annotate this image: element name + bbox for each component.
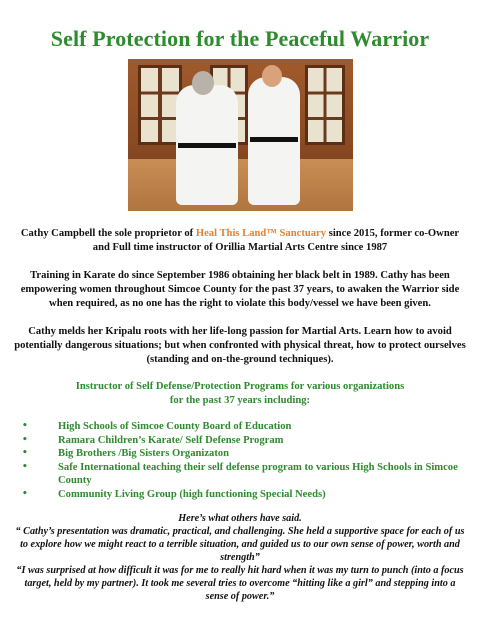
- instructor-line-2: for the past 37 years including:: [169, 395, 311, 406]
- list-item: • Community Living Group (high functioning Special Needs): [22, 488, 326, 500]
- karateka-right-head: [262, 65, 282, 87]
- testimonial-quote: “I was surprised at how difficult it was for me to really hit hard when it was my turn to punch (into a focus target, held by my partner). It took me several tries to overcome “hitting like a girl” and stepping into a sense of power.”: [16, 565, 464, 602]
- karateka-left-head: [192, 71, 214, 95]
- bullet-icon: •: [22, 421, 28, 431]
- black-belt: [250, 137, 298, 142]
- page-title: Self Protection for the Peaceful Warrior: [50, 26, 430, 51]
- list-item: • Ramara Children’s Karate/ Self Defense Program: [22, 434, 284, 446]
- testimonials: [14, 512, 466, 603]
- dojo-floor: [128, 159, 353, 211]
- intro-paragraph: [14, 227, 466, 255]
- list-item: • Safe International teaching their self defense program to various High Schools in Simcoe County: [22, 461, 458, 486]
- list-item: • Big Brothers /Big Sisters Organizaton: [22, 448, 230, 459]
- bullet-icon: •: [22, 434, 28, 445]
- programs-list: [14, 420, 466, 501]
- training-paragraph: Training in Karate do since September 1986 obtaining her black belt in 1989. Cathy has been empowering women throughout Simcoe County for the past 37 years, to awaken the Warrior side when required, as no one has the right to violate this body/vessel we have been given.: [20, 270, 460, 309]
- bullet-icon: •: [22, 461, 28, 472]
- intro-after: since 2015, former co-Owner and Full time instructor of Orillia Martial Arts Centre since 1987: [92, 228, 460, 253]
- karate-photo: [128, 59, 353, 211]
- testimonials-heading: Here’s what others have said.: [178, 513, 302, 524]
- intro-before: Cathy Campbell the sole proprietor of: [20, 228, 196, 239]
- bullet-icon: •: [22, 448, 28, 458]
- bullet-icon: •: [22, 488, 28, 499]
- dojo-window: [138, 65, 182, 145]
- black-belt: [178, 143, 236, 148]
- sanctuary-highlight: Heal This Land™ Sanctuary: [195, 228, 327, 239]
- testimonial-quote: “ Cathy’s presentation was dramatic, practical, and challenging. She held a supportive space for each of us to explore how we might react to a terrible situation, and guided us to our own sense of power, worth and strength”: [15, 526, 465, 563]
- melds-paragraph: Cathy melds her Kripalu roots with her life-long passion for Martial Arts. Learn how to avoid potentially dangerous situations; but when confronted with physical threat, how to protect ourselves (standing and on-the-ground techniques).: [14, 326, 466, 365]
- instructor-line-1: Instructor of Self Defense/Protection Programs for various organizations: [75, 381, 405, 392]
- instructor-heading: [14, 380, 466, 408]
- list-item: • High Schools of Simcoe County Board of Education: [22, 421, 292, 432]
- dojo-window: [305, 65, 345, 145]
